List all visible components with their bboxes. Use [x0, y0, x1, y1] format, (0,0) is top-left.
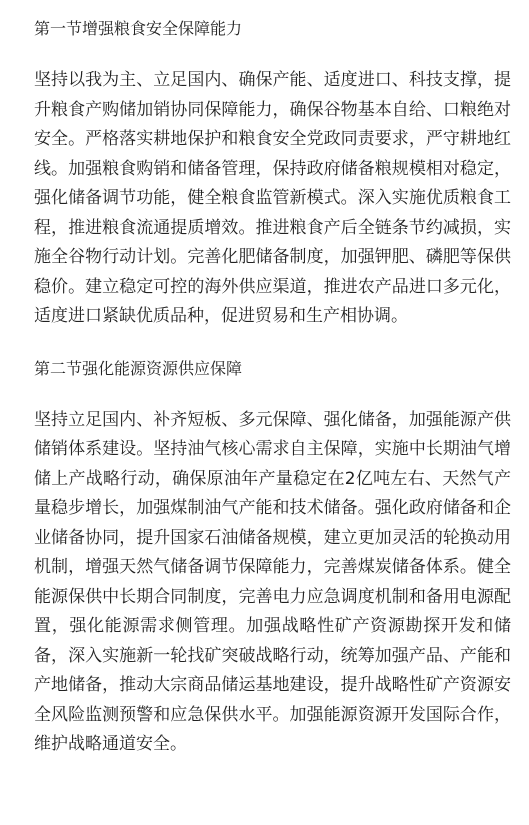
section-energy-security — [34, 356, 511, 760]
section-paragraph: 坚持立足国内、补齐短板、多元保障、强化储备，加强能源产供储销体系建设。坚持油气核心需求自主保障，实施中长期油气增储上产战略行动，确保原油年产量稳定在2亿吨左右、天然气产量稳步增长，加强煤制油气产能和技术储备。强化政府储备和企业储备协同，提升国家石油储备规模，建立更加灵活的轮换动用机制，增强天然气储备调节保障能力，完善煤炭储备体系。健全能源保供中长期合同制度，完善电力应急调度机制和备用电源配置，强化能源需求侧管理。加强战略性矿产资源勘探开发和储备，深入实施新一轮找矿突破战略行动，统筹加强产品、产能和产地储备，推动大宗商品储运基地建设，提升战略性矿产资源安全风险监测预警和应急保供水平。加强能源资源开发国际合作，维护战略通道安全。 — [34, 409, 511, 754]
section-food-security — [34, 16, 511, 332]
section-paragraph: 坚持以我为主、立足国内、确保产能、适度进口、科技支撑，提升粮食产购储加销协同保障能力，确保谷物基本自给、口粮绝对安全。严格落实耕地保护和粮食安全党政同责要求，严守耕地红线。加强粮食购销和储备管理，保持政府储备粮规模相对稳定，强化储备调节功能，健全粮食监管新模式。深入实施优质粮食工程，推进粮食流通提质增效。推进粮食产后全链条节约减损，实施全谷物行动计划。完善化肥储备制度，加强钾肥、磷肥等保供稳价。建立稳定可控的海外供应渠道，推进农产品进口多元化，适度进口紧缺优质品种，促进贸易和生产相协调。 — [34, 70, 511, 326]
section-heading: 第一节增强粮食安全保障能力 — [34, 19, 243, 38]
section-heading: 第二节强化能源资源供应保障 — [34, 358, 243, 378]
